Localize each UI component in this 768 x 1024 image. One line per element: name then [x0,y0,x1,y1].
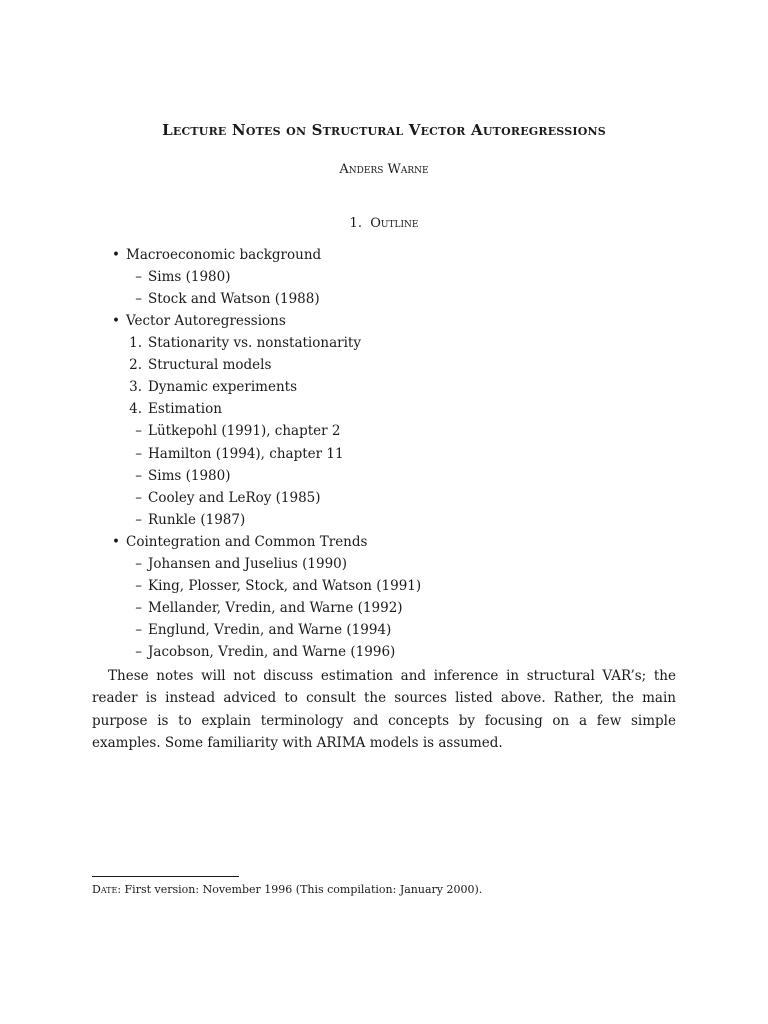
outline-item-number [0,332,768,354]
outline-item-text: Hamilton (1994), chapter 11 [148,445,344,462]
outline-item-text: Mellander, Vredin, and Warne (1992) [148,599,403,616]
outline-item-dash [0,465,768,487]
footnote-label: Date [92,883,118,896]
number-marker: 2. [129,357,142,374]
dash-marker: – [135,489,142,506]
author-name: Anders Warne [339,162,429,177]
dash-marker: – [135,511,142,528]
bullet-marker: • [112,533,120,550]
outline-item-text: Estimation [148,401,222,418]
dash-marker: – [135,269,142,286]
outline-item-bullet [0,244,768,266]
dash-marker: – [135,644,142,661]
outline-item-number [0,354,768,376]
outline-item-dash [0,266,768,288]
outline-item-dash [0,619,768,641]
dash-marker: – [135,622,142,639]
dash-marker: – [135,467,142,484]
document-title: Lecture Notes on Structural Vector Autoregressions [162,121,606,139]
dash-marker: – [135,423,142,440]
dash-marker: – [135,555,142,572]
outline-item-text: Jacobson, Vredin, and Warne (1996) [148,644,396,661]
outline-item-dash [0,443,768,465]
number-marker: 1. [129,335,142,352]
outline-item-text: Vector Autoregressions [126,313,286,330]
outline-item-dash [0,420,768,442]
outline-item-text: Cointegration and Common Trends [126,533,368,550]
number-marker: 3. [129,379,142,396]
outline-item-text: Cooley and LeRoy (1985) [148,489,321,506]
dash-marker: – [135,577,142,594]
outline-item-number [0,398,768,420]
outline-item-dash [0,641,768,663]
number-marker: 4. [129,401,142,418]
outline-item-bullet [0,531,768,553]
outline-item-dash [0,553,768,575]
outline-item-dash [0,575,768,597]
section-number: 1. [349,216,362,231]
outline-item-text: Runkle (1987) [148,511,246,528]
dash-marker: – [135,291,142,308]
outline-item-text: Structural models [148,357,272,374]
outline-item-text: Stock and Watson (1988) [148,291,320,308]
footnote-text: : First version: November 1996 (This compilation: January 2000). [117,883,483,896]
outline-item-dash [0,288,768,310]
outline-item-text: Stationarity vs. nonstationarity [148,335,361,352]
body-paragraph: These notes will not discuss estimation and inference in structural VAR’s; the reader is instead adviced to consult the sources listed above. Rather, the main purpose is to explain terminology and concepts by focusing on a few simple examples. Some familiarity with ARIMA models is assumed. [92,668,676,751]
bullet-marker: • [112,247,120,263]
outline-item-text: Macroeconomic background [126,247,322,263]
dash-marker: – [135,599,142,616]
outline-item-bullet [0,310,768,332]
outline-item-text: Dynamic experiments [148,379,298,396]
outline-item-text: Englund, Vredin, and Warne (1994) [148,622,392,639]
outline-item-dash [0,509,768,531]
footnote [92,883,482,896]
outline-item-dash [0,597,768,619]
dash-marker: – [135,445,142,462]
section-heading [0,216,768,231]
bullet-marker: • [112,313,120,330]
outline-item-text: Sims (1980) [148,467,231,484]
outline-item-text: Sims (1980) [148,269,231,286]
footnote-rule [92,876,239,877]
outline-item-text: Lütkepohl (1991), chapter 2 [148,423,341,440]
outline-item-dash [0,487,768,509]
outline-item-number [0,376,768,398]
outline-item-text: Johansen and Juselius (1990) [148,555,348,572]
section-title: Outline [370,216,419,231]
outline-item-text: King, Plosser, Stock, and Watson (1991) [148,577,422,594]
